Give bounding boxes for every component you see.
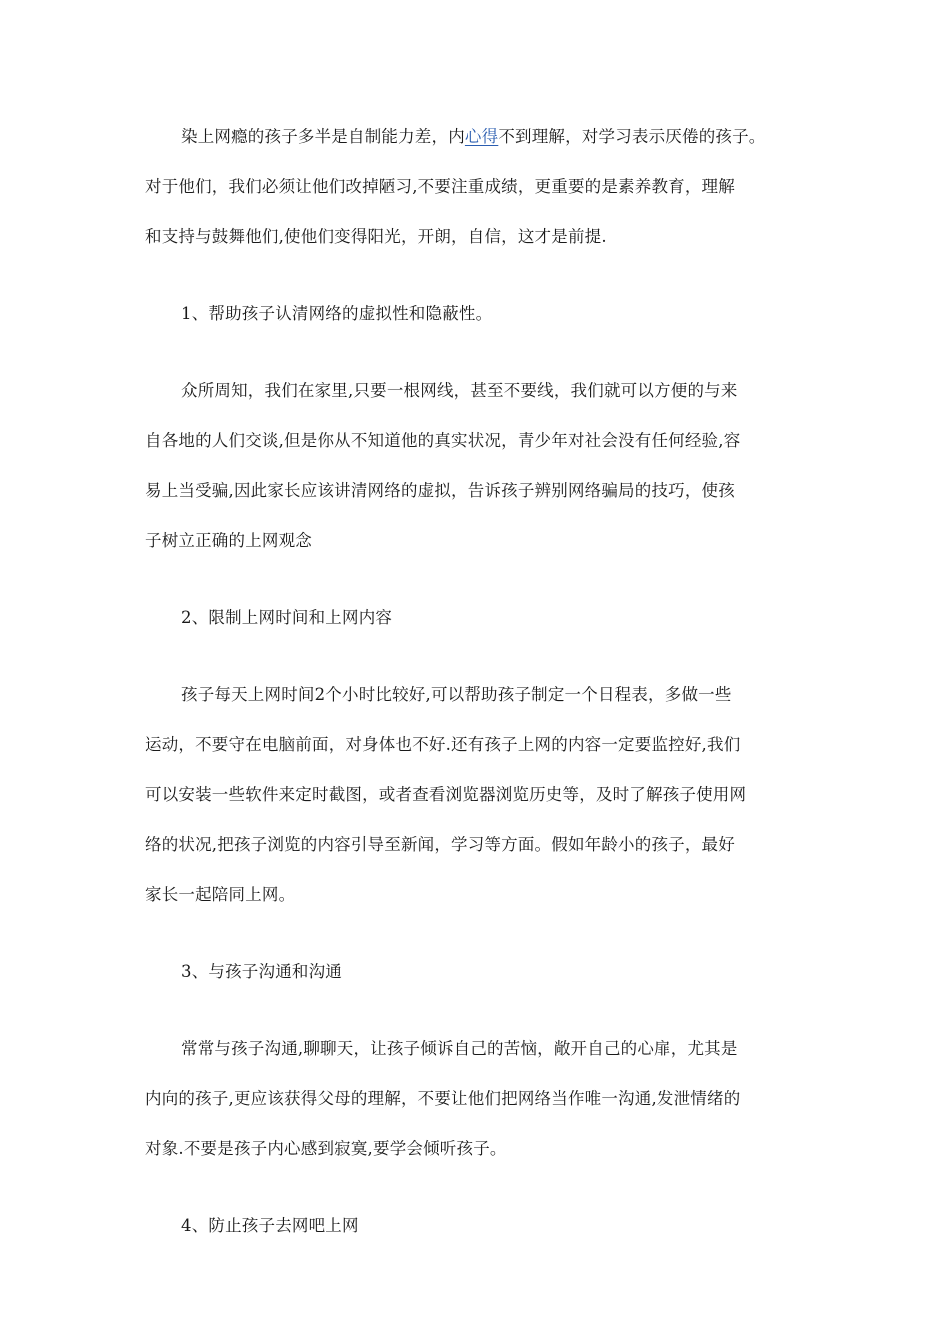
section-2-line-3: 可以安装一些软件来定时截图，或者查看浏览器浏览历史等，及时了解孩子使用网 (145, 785, 747, 804)
section-2-heading: 2、限制上网时间和上网内容 (181, 608, 393, 627)
section-2-line-2: 运动，不要守在电脑前面，对身体也不好.还有孩子上网的内容一定要监控好,我们 (145, 735, 741, 754)
document-page (145, 120, 825, 1259)
section-2-line-5: 家长一起陪同上网。 (145, 885, 296, 904)
section-1-heading: 1、帮助孩子认清网络的虚拟性和隐蔽性。 (181, 304, 493, 323)
section-3-line-1: 常常与孩子沟通,聊聊天，让孩子倾诉自己的苦恼，敞开自己的心扉，尤其是 (181, 1039, 738, 1058)
section-1-line-2: 自各地的人们交谈,但是你从不知道他的真实状况，青少年对社会没有任何经验,容 (145, 431, 741, 450)
xinde-link[interactable]: 心得 (464, 127, 499, 146)
intro-line-2: 对于他们，我们必须让他们改掉陋习,不要注重成绩，更重要的是素养教育，理解 (145, 177, 735, 196)
section-3-line-2: 内向的孩子,更应该获得父母的理解，不要让他们把网络当作唯一沟通,发泄情绪的 (145, 1089, 741, 1108)
section-4-heading: 4、防止孩子去网吧上网 (181, 1216, 359, 1235)
section-1-line-3: 易上当受骗,因此家长应该讲清网络的虚拟，告诉孩子辨别网络骗局的技巧，使孩 (145, 481, 735, 500)
intro-text-a: 染上网瘾的孩子多半是自制能力差，内 (181, 127, 465, 146)
section-3-line-3: 对象.不要是孩子内心感到寂寞,要学会倾听孩子。 (145, 1139, 507, 1158)
section-1-line-1: 众所周知，我们在家里,只要一根网线，甚至不要线，我们就可以方便的与来 (181, 381, 738, 400)
section-2-line-1: 孩子每天上网时间2个小时比较好,可以帮助孩子制定一个日程表，多做一些 (181, 685, 732, 704)
intro-line-3: 和支持与鼓舞他们,使他们变得阳光，开朗，自信，这才是前提. (145, 227, 607, 246)
section-1-line-4: 子树立正确的上网观念 (145, 531, 312, 550)
intro-text-b: 不到理解，对学习表示厌倦的孩子。 (498, 127, 766, 146)
section-3-heading: 3、与孩子沟通和沟通 (181, 962, 342, 981)
intro-line-1 (145, 120, 825, 170)
section-2-line-4: 络的状况,把孩子浏览的内容引导至新闻，学习等方面。假如年龄小的孩子，最好 (145, 835, 735, 854)
